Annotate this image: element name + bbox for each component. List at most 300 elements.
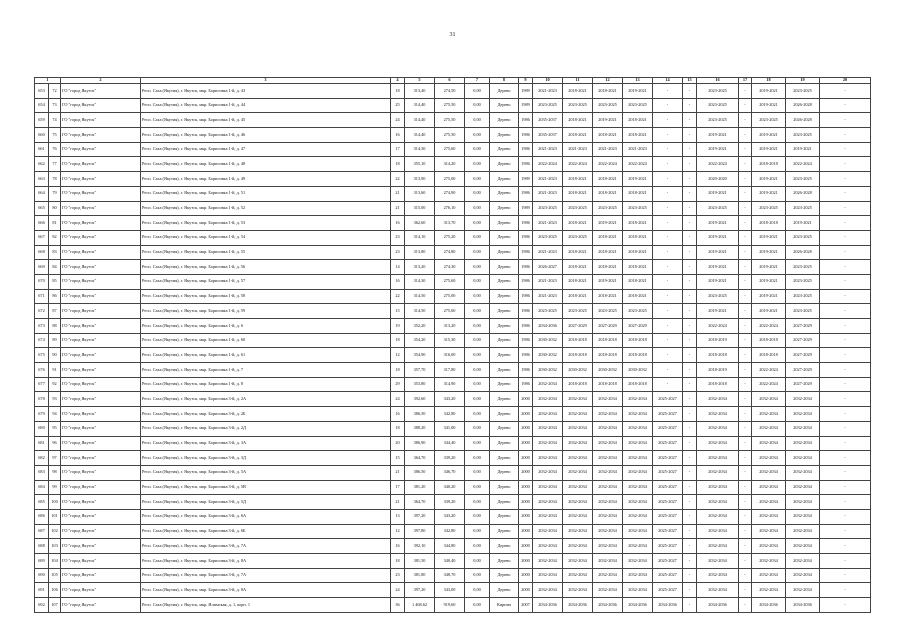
table-cell: 77 <box>49 157 61 172</box>
table-cell: 2032-2034 <box>593 465 623 480</box>
table-cell: 2022-2024 <box>593 157 623 172</box>
table-cell: 1989 <box>519 201 533 216</box>
table-cell: 2018-2021 <box>563 113 593 128</box>
table-cell: 688 <box>35 539 49 554</box>
table-cell: 0,00 <box>465 333 490 348</box>
table-cell: 2023-2025 <box>786 274 820 289</box>
table-cell: 2000 <box>519 392 533 407</box>
table-cell: 2000 <box>519 407 533 422</box>
table-cell: 0,00 <box>465 421 490 436</box>
table-cell: 2025-2027 <box>653 509 683 524</box>
table-cell: - <box>820 172 871 187</box>
table-cell: 2023-2025 <box>786 230 820 245</box>
table-cell: 18 <box>391 333 405 348</box>
table-row <box>35 524 871 539</box>
table-cell: - <box>739 289 752 304</box>
table-cell: 2018-2021 <box>563 84 593 99</box>
table-cell: 97 <box>49 451 61 466</box>
table-cell: Дерево <box>490 333 519 348</box>
table-cell: Дерево <box>490 480 519 495</box>
table-cell: 341,00 <box>435 421 465 436</box>
table-cell: 2018-2021 <box>593 84 623 99</box>
table-cell: 315,30 <box>435 333 465 348</box>
table-cell: 2032-2034 <box>752 495 786 510</box>
table-cell: - <box>683 274 697 289</box>
table-cell: 24 <box>391 113 405 128</box>
table-cell: 2019-2021 <box>752 84 786 99</box>
table-cell: 919,60 <box>435 598 465 613</box>
table-cell: ГО "город Якутск" <box>61 84 141 99</box>
table-cell: 313,90 <box>405 172 435 187</box>
table-cell: ГО "город Якутск" <box>61 319 141 334</box>
table-cell: 680 <box>35 421 49 436</box>
table-cell: 2018-2018 <box>593 377 623 392</box>
table-row <box>35 465 871 480</box>
table-cell: 1986 <box>519 216 533 231</box>
table-cell: - <box>739 113 752 128</box>
table-cell: - <box>683 333 697 348</box>
table-cell: 2019-2021 <box>752 98 786 113</box>
table-cell: Респ. Саха (Якутия), г. Якутск, мкр. Борисовка 3-й, д. 3А <box>141 436 391 451</box>
table-cell: 2021-2023 <box>533 289 563 304</box>
table-cell: 314,30 <box>405 274 435 289</box>
table-cell: 2019-2021 <box>697 230 739 245</box>
table-cell: 2032-2034 <box>563 465 593 480</box>
table-cell: 2034-2036 <box>593 598 623 613</box>
table-row <box>35 480 871 495</box>
table-cell: 0,00 <box>465 598 490 613</box>
table-cell: - <box>683 465 697 480</box>
table-cell: 2027-2029 <box>786 377 820 392</box>
table-cell: - <box>739 333 752 348</box>
table-cell: 2030-2032 <box>563 363 593 378</box>
table-cell: 2032-2034 <box>533 509 563 524</box>
table-cell: 1986 <box>519 157 533 172</box>
table-cell: 2025-2027 <box>653 524 683 539</box>
table-cell: Респ. Саха (Якутия), г. Якутск, мкр. Борисовка 1-й, д. 43 <box>141 84 391 99</box>
table-cell: 83 <box>49 245 61 260</box>
table-cell: - <box>653 333 683 348</box>
table-cell: 2019-2021 <box>623 172 653 187</box>
table-row <box>35 421 871 436</box>
table-cell: 15 <box>391 304 405 319</box>
table-cell: 2032-2034 <box>533 377 563 392</box>
table-cell: 2025-2027 <box>653 407 683 422</box>
table-cell: 653 <box>35 84 49 99</box>
table-cell: 29 <box>391 377 405 392</box>
table-row <box>35 230 871 245</box>
table-cell: 2023-2025 <box>697 289 739 304</box>
table-cell: 2032-2034 <box>623 407 653 422</box>
table-cell: 2032-2034 <box>697 480 739 495</box>
table-cell: - <box>820 289 871 304</box>
table-cell: 339,20 <box>435 451 465 466</box>
table-cell: 1989 <box>519 98 533 113</box>
table-cell: 275,50 <box>435 128 465 143</box>
table-cell: - <box>653 304 683 319</box>
table-cell: 2032-2034 <box>752 407 786 422</box>
table-cell: 2019-2021 <box>752 274 786 289</box>
table-row <box>35 142 871 157</box>
table-cell: 2023-2025 <box>563 98 593 113</box>
table-cell: 2018-2018 <box>752 348 786 363</box>
table-cell: 84 <box>49 260 61 275</box>
table-cell: - <box>653 274 683 289</box>
table-cell: 92 <box>49 377 61 392</box>
table-cell: 314,90 <box>435 377 465 392</box>
table-cell: - <box>820 186 871 201</box>
table-cell: Респ. Саха (Якутия), г. Якутск, мкр. Борисовка 1-й, д. 48 <box>141 157 391 172</box>
table-cell: 1986 <box>519 186 533 201</box>
table-cell: ГО "город Якутск" <box>61 480 141 495</box>
table-cell: 2018-2018 <box>563 377 593 392</box>
table-cell: 2023-2025 <box>786 172 820 187</box>
table-cell: 679 <box>35 407 49 422</box>
table-cell: 2019-2021 <box>752 289 786 304</box>
table-cell: Дерево <box>490 157 519 172</box>
table-cell: 2022-2024 <box>786 157 820 172</box>
table-cell: 0,00 <box>465 216 490 231</box>
table-cell: Дерево <box>490 304 519 319</box>
table-cell: 2018-2018 <box>563 333 593 348</box>
table-cell: Респ. Саха (Якутия), г. Якутск, мкр. Борисовка 1-й, д. 51 <box>141 186 391 201</box>
table-cell: ГО "город Якутск" <box>61 128 141 143</box>
table-cell: Дерево <box>490 230 519 245</box>
table-cell: 2027-2029 <box>593 319 623 334</box>
table-cell: - <box>739 539 752 554</box>
table-cell: 2034-2036 <box>563 598 593 613</box>
table-cell: 2032-2034 <box>563 495 593 510</box>
table-cell: Дерево <box>490 495 519 510</box>
table-cell: Респ. Саха (Якутия), г. Якутск, мкр. Борисовка 3-й, д. 5Д <box>141 495 391 510</box>
table-cell: 2032-2034 <box>593 554 623 569</box>
table-cell: 1989 <box>519 172 533 187</box>
table-cell: 72 <box>49 84 61 99</box>
table-cell: 2032-2034 <box>752 539 786 554</box>
table-cell: 0,00 <box>465 539 490 554</box>
table-cell: 12 <box>391 348 405 363</box>
table-cell: 2032-2034 <box>697 436 739 451</box>
table-cell: 275,60 <box>435 304 465 319</box>
table-cell: 75 <box>49 128 61 143</box>
table-cell: 2032-2034 <box>786 509 820 524</box>
table-cell: - <box>653 201 683 216</box>
table-cell: 25 <box>391 98 405 113</box>
table-cell: Респ. Саха (Якутия), г. Якутск, мкр. Борисовка 1-й, д. 58 <box>141 289 391 304</box>
table-cell: 392,10 <box>405 539 435 554</box>
table-cell: ГО "город Якутск" <box>61 421 141 436</box>
table-cell: ГО "город Якутск" <box>61 260 141 275</box>
table-cell: - <box>683 436 697 451</box>
table-cell: 2035-2037 <box>533 128 563 143</box>
table-cell: 0,00 <box>465 260 490 275</box>
table-cell: 662 <box>35 157 49 172</box>
table-cell: - <box>653 128 683 143</box>
table-cell: 1986 <box>519 142 533 157</box>
table-cell: 354,20 <box>405 333 435 348</box>
table-row <box>35 451 871 466</box>
table-cell: 342,80 <box>435 524 465 539</box>
table-cell: 275,50 <box>435 98 465 113</box>
table-cell: 276,10 <box>435 201 465 216</box>
table-cell: 2019-2021 <box>593 113 623 128</box>
table-cell: Дерево <box>490 568 519 583</box>
table-cell: 2021-2023 <box>563 142 593 157</box>
table-cell: 686 <box>35 509 49 524</box>
table-cell: - <box>653 363 683 378</box>
table-cell: Респ. Саха (Якутия), г. Якутск, мкр. Борисовка 1-й, д. 60 <box>141 333 391 348</box>
table-cell: Респ. Саха (Якутия), г. Якутск, мкр. Борисовка 3-й, д. 7А <box>141 568 391 583</box>
table-cell: 313,40 <box>405 84 435 99</box>
table-cell: Дерево <box>490 524 519 539</box>
table-cell: Дерево <box>490 201 519 216</box>
table-cell: 2023-2025 <box>593 201 623 216</box>
table-cell: 0,00 <box>465 436 490 451</box>
table-cell: 2023-2025 <box>786 201 820 216</box>
table-cell: 2032-2034 <box>752 421 786 436</box>
table-cell: 344,80 <box>435 539 465 554</box>
table-cell: 2023-2025 <box>786 128 820 143</box>
table-cell: 355,10 <box>405 157 435 172</box>
table-cell: 275,00 <box>435 172 465 187</box>
table-cell: 2032-2034 <box>533 495 563 510</box>
table-cell: 663 <box>35 172 49 187</box>
table-cell: - <box>683 172 697 187</box>
table-cell: - <box>739 363 752 378</box>
table-cell: 2019-2021 <box>752 172 786 187</box>
table-cell: 2021-2023 <box>623 142 653 157</box>
table-cell: 2034-2036 <box>786 598 820 613</box>
table-cell: 2032-2034 <box>623 392 653 407</box>
table-cell: 2032-2034 <box>533 465 563 480</box>
table-cell: 2032-2034 <box>533 451 563 466</box>
table-cell: 0,00 <box>465 186 490 201</box>
table-cell: 2032-2034 <box>786 407 820 422</box>
table-cell: 2032-2034 <box>786 495 820 510</box>
table-cell: 0,00 <box>465 407 490 422</box>
table-cell: ГО "город Якутск" <box>61 289 141 304</box>
table-cell: 2018-2018 <box>752 216 786 231</box>
table-cell: 2022-2024 <box>623 157 653 172</box>
table-cell: 0,00 <box>465 157 490 172</box>
table-cell: 85 <box>49 274 61 289</box>
table-cell: 2019-2021 <box>623 84 653 99</box>
table-row <box>35 319 871 334</box>
table-cell: 0,00 <box>465 201 490 216</box>
table-cell: 386,50 <box>405 465 435 480</box>
table-cell: 2026-2027 <box>533 260 563 275</box>
table-cell: Респ. Саха (Якутия), г. Якутск, мкр. Борисовка 3-й, д. 6Б <box>141 524 391 539</box>
table-cell: ГО "город Якутск" <box>61 230 141 245</box>
table-cell: 2025-2027 <box>653 451 683 466</box>
table-cell: 2021-2023 <box>533 84 563 99</box>
table-cell: - <box>683 480 697 495</box>
table-cell: 2034-2036 <box>533 319 563 334</box>
table-cell: 2032-2034 <box>697 583 739 598</box>
table-cell: - <box>653 230 683 245</box>
table-cell: 18 <box>391 84 405 99</box>
table-cell: 2032-2034 <box>623 436 653 451</box>
table-cell: 352,20 <box>405 319 435 334</box>
table-cell: 2030-2032 <box>533 363 563 378</box>
table-cell: 91 <box>49 363 61 378</box>
table-cell: 2019-2021 <box>752 260 786 275</box>
table-cell: - <box>683 304 697 319</box>
table-cell: - <box>820 377 871 392</box>
table-cell: 684 <box>35 480 49 495</box>
table-cell: 2032-2034 <box>623 539 653 554</box>
table-cell: 90 <box>49 348 61 363</box>
table-cell: - <box>820 568 871 583</box>
table-cell: 2032-2034 <box>786 480 820 495</box>
table-cell: Дерево <box>490 289 519 304</box>
table-cell: 93 <box>49 392 61 407</box>
table-cell: 342,80 <box>435 407 465 422</box>
table-cell: 314,20 <box>435 157 465 172</box>
table-cell: 96 <box>49 436 61 451</box>
table-row <box>35 392 871 407</box>
table-cell: 340,40 <box>435 554 465 569</box>
table-cell: Дерево <box>490 142 519 157</box>
table-cell: Респ. Саха (Якутия), г. Якутск, мкр. Борисовка 3-й, д. 2Б <box>141 407 391 422</box>
table-cell: 2032-2034 <box>623 583 653 598</box>
table-cell: - <box>683 157 697 172</box>
table-cell: Респ. Саха (Якутия), г. Якутск, мкр. Борисовка 1-й, д. 47 <box>141 142 391 157</box>
table-cell: 2032-2034 <box>563 509 593 524</box>
table-cell: - <box>683 142 697 157</box>
table-cell: 12 <box>391 524 405 539</box>
table-cell: 677 <box>35 377 49 392</box>
table-cell: 2023-2025 <box>623 201 653 216</box>
table-cell: - <box>653 84 683 99</box>
table-cell: - <box>683 509 697 524</box>
table-cell: - <box>820 304 871 319</box>
table-cell: 381,80 <box>405 568 435 583</box>
table-cell: 2019-2021 <box>786 142 820 157</box>
table-cell: 343,20 <box>435 392 465 407</box>
table-cell: 2018-2021 <box>563 245 593 260</box>
table-cell: Респ. Саха (Якутия), г. Якутск, мкр. Борисовка 3-й, д. 8А <box>141 583 391 598</box>
table-cell: 348,70 <box>435 568 465 583</box>
table-cell: Респ. Саха (Якутия), г. Якутск, мкр. Борисовка 1-й, д. 54 <box>141 230 391 245</box>
table-cell: 17 <box>391 142 405 157</box>
table-cell: 2032-2034 <box>752 509 786 524</box>
table-cell: 18 <box>391 157 405 172</box>
table-row <box>35 509 871 524</box>
table-cell: - <box>653 260 683 275</box>
table-cell: 2023-2025 <box>563 304 593 319</box>
table-cell: - <box>683 245 697 260</box>
table-row <box>35 216 871 231</box>
table-cell: 386,90 <box>405 436 435 451</box>
table-cell: 2032-2034 <box>752 392 786 407</box>
table-cell: - <box>820 201 871 216</box>
table-cell: 2026-2028 <box>786 98 820 113</box>
table-cell: 2019-2021 <box>752 186 786 201</box>
table-cell: Дерево <box>490 377 519 392</box>
table-cell: 2023-2025 <box>786 84 820 99</box>
table-cell: 685 <box>35 495 49 510</box>
table-row <box>35 583 871 598</box>
table-cell: 2032-2034 <box>593 407 623 422</box>
table-cell: 2020-2020 <box>697 172 739 187</box>
table-cell: - <box>653 319 683 334</box>
table-cell: 95 <box>49 421 61 436</box>
table-cell: ГО "город Якутск" <box>61 363 141 378</box>
table-cell: 22 <box>391 172 405 187</box>
table-cell: 23 <box>391 230 405 245</box>
table-cell: 1986 <box>519 363 533 378</box>
table-row <box>35 172 871 187</box>
column-header: 1 <box>35 78 61 84</box>
table-cell: 2032-2034 <box>697 392 739 407</box>
table-cell: Дерево <box>490 554 519 569</box>
table-cell: 2032-2034 <box>533 568 563 583</box>
table-cell: - <box>683 230 697 245</box>
table-cell: 340,20 <box>435 480 465 495</box>
table-cell: 381,50 <box>405 554 435 569</box>
table-cell: - <box>739 216 752 231</box>
table-cell: - <box>739 392 752 407</box>
table-cell: 88 <box>49 319 61 334</box>
table-cell: 2032-2034 <box>786 465 820 480</box>
table-cell: 2032-2034 <box>752 524 786 539</box>
table-cell: 0,00 <box>465 568 490 583</box>
column-header: 17 <box>739 78 752 84</box>
table-cell: 21 <box>391 495 405 510</box>
table-row <box>35 113 871 128</box>
table-cell: 0,00 <box>465 377 490 392</box>
table-cell: ГО "город Якутск" <box>61 539 141 554</box>
table-cell: 2019-2021 <box>697 245 739 260</box>
table-cell: 2018-2019 <box>697 333 739 348</box>
table-cell: 2023-2025 <box>752 113 786 128</box>
table-cell: 104 <box>49 554 61 569</box>
table-cell: 2023-2025 <box>697 113 739 128</box>
table-cell: - <box>739 128 752 143</box>
table-cell: 2032-2034 <box>563 583 593 598</box>
column-header: 12 <box>593 78 623 84</box>
table-row <box>35 274 871 289</box>
table-cell: 21 <box>391 465 405 480</box>
table-cell: ГО "город Якутск" <box>61 554 141 569</box>
table-cell: 2032-2034 <box>623 465 653 480</box>
table-cell: - <box>739 407 752 422</box>
table-cell: 670 <box>35 274 49 289</box>
table-cell: 315,00 <box>405 201 435 216</box>
table-cell: 2032-2034 <box>786 451 820 466</box>
table-cell: 2018-2021 <box>593 260 623 275</box>
table-cell: 2000 <box>519 524 533 539</box>
table-cell: 676 <box>35 363 49 378</box>
table-cell: 313,60 <box>405 186 435 201</box>
table-cell: 2027-2029 <box>563 319 593 334</box>
table-cell: 1986 <box>519 113 533 128</box>
table-cell: 2019-2021 <box>786 216 820 231</box>
table-cell: - <box>683 289 697 304</box>
table-cell: 2021-2023 <box>533 245 563 260</box>
table-cell: 2032-2034 <box>752 583 786 598</box>
table-cell: 2018-2021 <box>563 289 593 304</box>
table-cell: - <box>820 98 871 113</box>
table-cell: ГО "город Якутск" <box>61 216 141 231</box>
table-cell: 2027-2029 <box>786 319 820 334</box>
table-cell: 344,40 <box>435 436 465 451</box>
table-cell: 2035-2037 <box>533 113 563 128</box>
table-cell: 275,50 <box>435 113 465 128</box>
table-cell: 2018-2021 <box>623 216 653 231</box>
table-row <box>35 554 871 569</box>
